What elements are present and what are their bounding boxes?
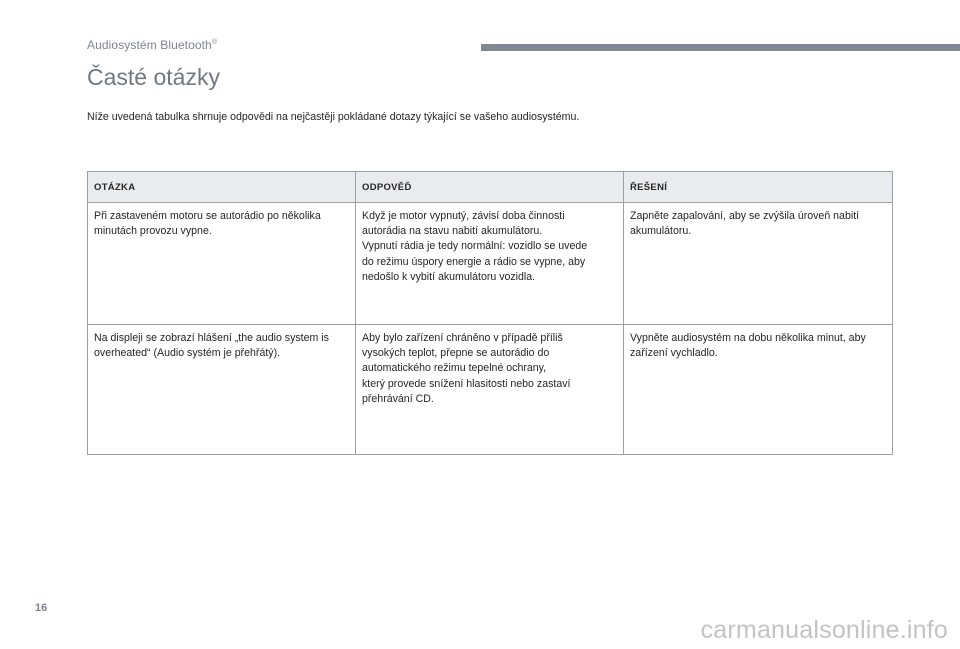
page-number: 16 <box>35 602 48 614</box>
header-bar <box>481 44 960 51</box>
solution-cell: Zapněte zapalování, aby se zvýšila úroveň nabití akumulátoru. <box>624 203 893 325</box>
answer-line: Vypnutí rádia je tedy normální: vozidlo se uvede <box>362 240 588 253</box>
table-row <box>88 325 893 455</box>
section-label <box>87 38 217 52</box>
answer-cell <box>356 203 624 325</box>
table-header-row <box>88 172 893 203</box>
question-cell: Při zastaveném motoru se autorádio po několika minutách provozu vypne. <box>88 203 356 325</box>
column-header-question: OTÁZKA <box>88 172 356 203</box>
intro-paragraph: Níže uvedená tabulka shrnuje odpovědi na nejčastěji pokládané dotazy týkající se vašeho audiosystému. <box>87 111 580 123</box>
section-label-text: Audiosystém Bluetooth <box>87 38 212 52</box>
answer-line: vysokých teplot, přepne se autorádio do <box>362 347 550 360</box>
solution-cell: Vypněte audiosystém na dobu několika minut, aby zařízení vychladlo. <box>624 325 893 455</box>
watermark: carmanualsonline.info <box>700 616 948 644</box>
column-header-answer: ODPOVĚĎ <box>356 172 624 203</box>
question-cell: Na displeji se zobrazí hlášení „the audio system is overheated“ (Audio systém je přehřátý). <box>88 325 356 455</box>
answer-line: Když je motor vypnutý, závisí doba činnosti <box>362 210 565 222</box>
registered-mark: ® <box>211 39 218 46</box>
column-header-solution: ŘEŠENÍ <box>624 172 893 203</box>
answer-line: přehrávání CD. <box>362 392 434 405</box>
answer-line: který provede snížení hlasitosti nebo zastaví <box>362 377 571 390</box>
answer-line: nedošlo k vybití akumulátoru vozidla. <box>362 270 536 283</box>
answer-line: autorádia na stavu nabití akumulátoru. <box>362 225 543 238</box>
table-row <box>88 203 893 325</box>
answer-line: Aby bylo zařízení chráněno v případě příliš <box>362 332 563 344</box>
faq-table <box>87 171 893 455</box>
answer-line: do režimu úspory energie a rádio se vypne, aby <box>362 255 586 268</box>
answer-line: automatického režimu tepelné ochrany, <box>362 362 547 375</box>
answer-cell <box>356 325 624 455</box>
page-title: Časté otázky <box>87 64 220 90</box>
